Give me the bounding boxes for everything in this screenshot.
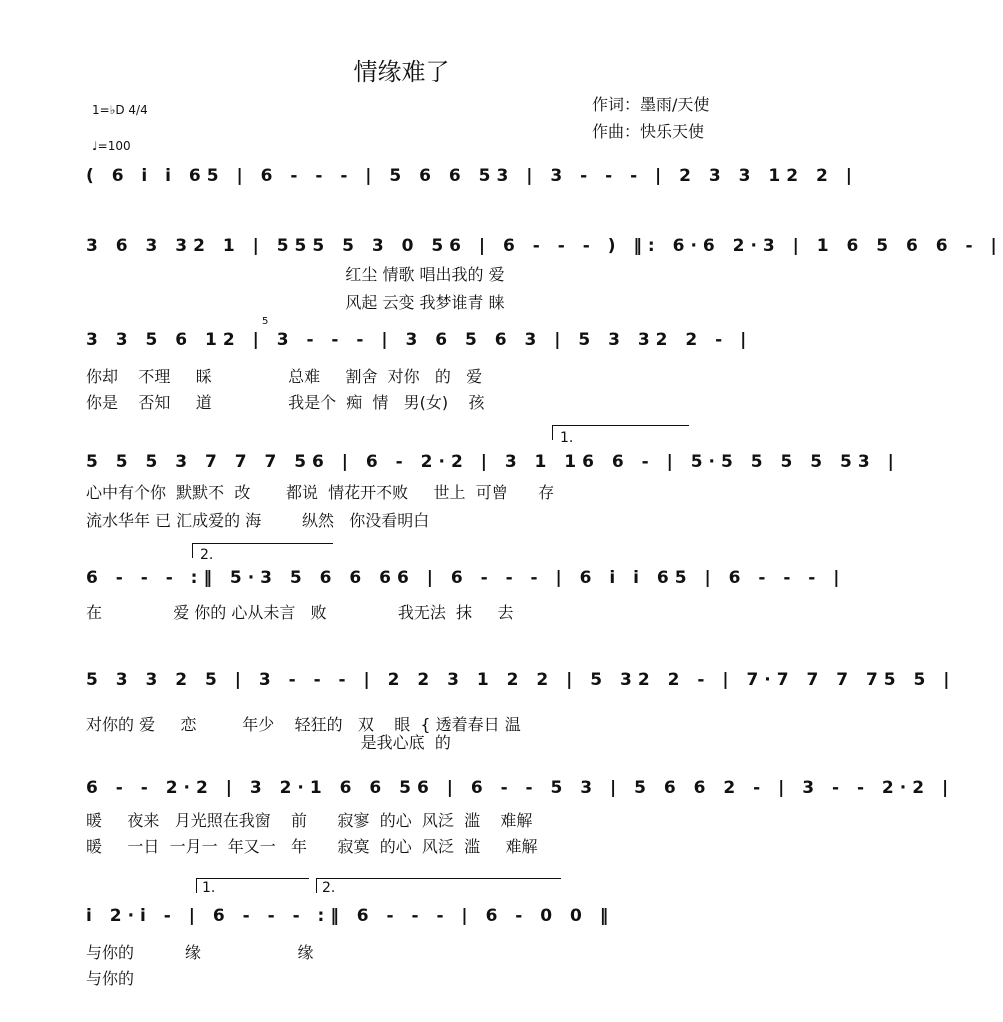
key-signature — [92, 103, 148, 117]
notation-line: 6 - - - :‖ 5·3 5 6 6 66 | 6 - - - | 6 i i 65 | 6 - - - | — [86, 568, 846, 588]
lyric-line: 你却 不理 睬 总难 割舍 对你 的 爱 — [86, 367, 483, 386]
notation-line: ( 6 i i 65 | 6 - - - | 5 6 6 53 | 3 - - - | 2 3 3 12 2 | — [86, 166, 858, 186]
volta-label: 1. — [560, 430, 574, 446]
staff-row — [86, 444, 900, 480]
volta-label: 1. — [202, 880, 216, 896]
lyric-line: 对你的 爱 恋 年少 轻狂的 双 眼 { 透着春日 温 — [86, 715, 521, 734]
lyric-line: 在 爱 你的 心从未言 败 我无法 抹 去 — [86, 603, 514, 622]
staff-row — [86, 898, 736, 934]
notation-line: i 2·i - | 6 - - - :‖ 6 - - - | 6 - 0 0 ‖ — [86, 906, 615, 926]
notation-line: 3 6 3 32 1 | 555 5 3 0 56 | 6 - - - ) ‖: 6·6 2·3 | 1 6 5 6 6 - | — [86, 236, 1003, 256]
notation-line: 3 3 5 6 12 | 3 - - - | 3 6 5 6 3 | 5 3 32 2 - | — [86, 330, 753, 350]
lyric-line: 流水华年 已 汇成爱的 海 纵然 你没看明白 — [86, 511, 430, 530]
volta-bracket-second — [316, 878, 561, 893]
staff-row — [86, 228, 1003, 264]
lyric-line: 风起 云变 我梦谁青 睐 — [86, 293, 505, 312]
key: 1=♭D — [92, 103, 125, 117]
composer: 作曲：快乐天使 — [592, 122, 705, 141]
grace-note: 5 — [262, 316, 269, 327]
page-title: 情缘难了 — [353, 58, 450, 86]
lyric-line: 心中有个你 默默不 改 都说 情花开不败 世上 可曾 存 — [86, 483, 555, 502]
lyric-line: 红尘 情歌 唱出我的 爱 — [86, 265, 505, 284]
lyricist: 作词：墨雨/天使 — [592, 95, 710, 114]
staff-row — [86, 322, 753, 358]
volta-label: 2. — [322, 880, 336, 896]
notation-line: 5 3 3 2 5 | 3 - - - | 2 2 3 1 2 2 | 5 32 2 - | 7·7 7 7 75 5 | — [86, 670, 956, 690]
lyric-line: 与你的 — [86, 969, 135, 988]
staff-row — [86, 158, 858, 194]
staff-row — [86, 770, 955, 806]
tempo-marking: ♩=100 — [92, 139, 131, 153]
staff-row — [86, 662, 956, 698]
volta-label: 2. — [200, 547, 214, 563]
lyric-line: 是我心底 的 — [86, 733, 451, 752]
lyric-line: 与你的 缘 缘 — [86, 943, 314, 962]
staff-row — [86, 560, 846, 596]
notation-line: 5 5 5 3 7 7 7 56 | 6 - 2·2 | 3 1 16 6 - | 5·5 5 5 5 53 | — [86, 452, 900, 472]
time-signature: 4/4 — [128, 103, 148, 117]
notation-line: 6 - - 2·2 | 3 2·1 6 6 56 | 6 - - 5 3 | 5 6 6 2 - | 3 - - 2·2 | — [86, 778, 955, 798]
lyric-line: 暖 一日 一月一 年又一 年 寂寞 的心 风泛 滥 难解 — [86, 837, 538, 856]
lyric-line: 你是 否知 道 我是个 痴 情 男(女) 孩 — [86, 393, 485, 412]
lyric-line: 暖 夜来 月光照在我窗 前 寂寥 的心 风泛 滥 难解 — [86, 811, 533, 830]
